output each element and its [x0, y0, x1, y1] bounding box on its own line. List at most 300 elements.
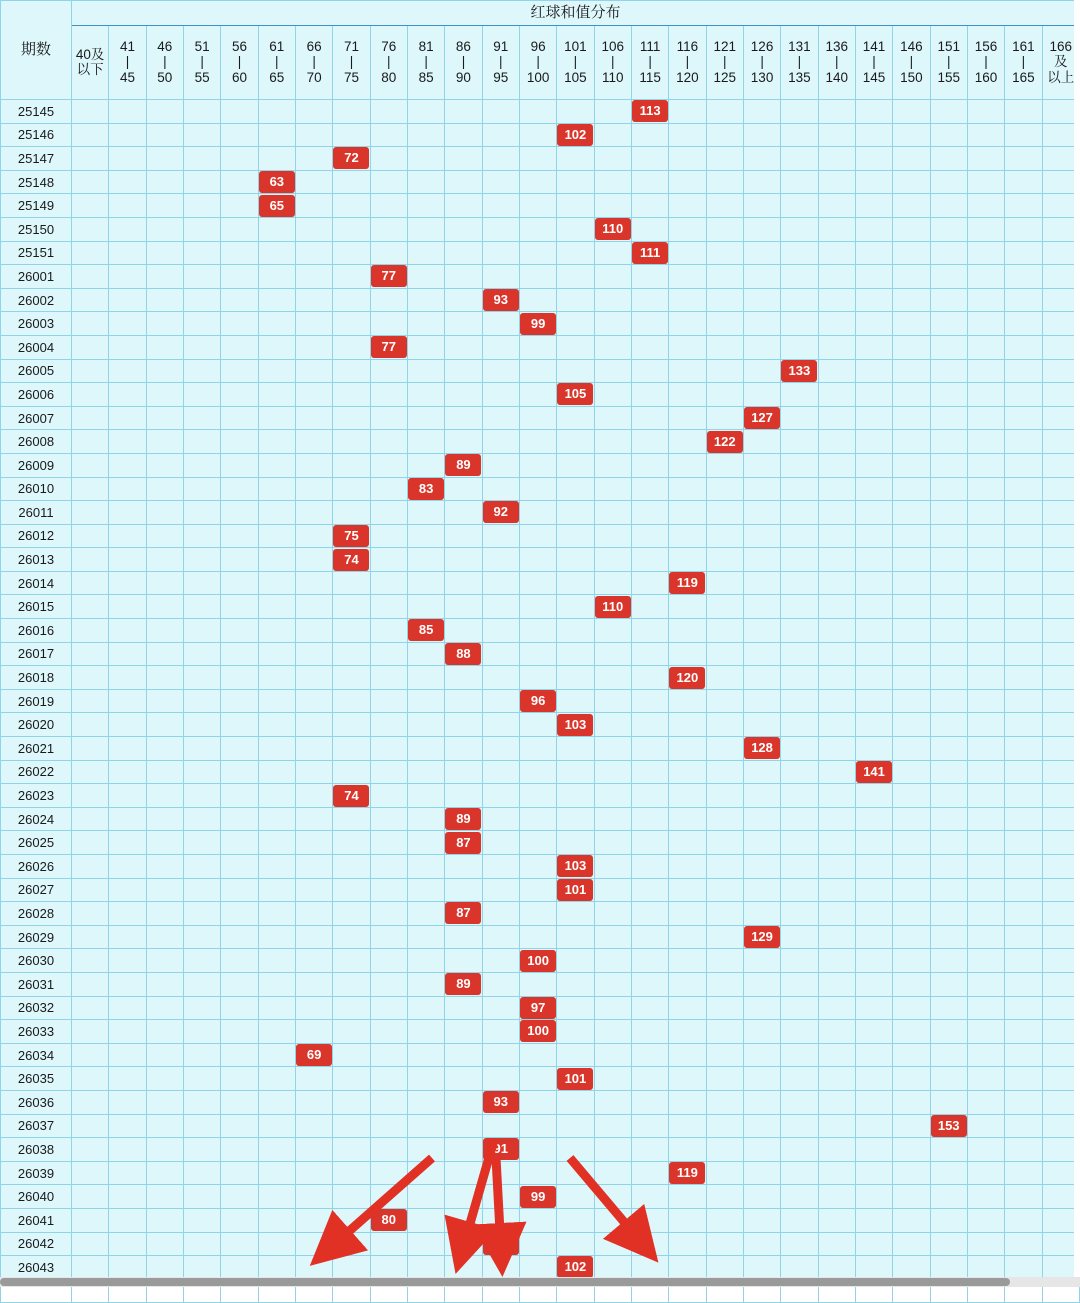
empty-cell	[258, 123, 295, 147]
sum-value-badge: 101	[558, 880, 592, 900]
empty-cell	[146, 335, 183, 359]
empty-cell	[855, 949, 892, 973]
empty-cell	[669, 925, 706, 949]
sum-value-badge: 102	[558, 1257, 592, 1277]
empty-cell	[109, 595, 146, 619]
empty-cell	[631, 359, 668, 383]
table-row[interactable]	[1, 241, 1080, 265]
empty-cell	[743, 807, 780, 831]
empty-cell	[930, 501, 967, 525]
empty-cell	[221, 217, 258, 241]
table-row[interactable]	[1, 359, 1080, 383]
empty-cell	[183, 972, 220, 996]
empty-cell	[1005, 571, 1042, 595]
table-row[interactable]	[1, 642, 1080, 666]
range-line: 151	[937, 39, 960, 55]
range-column-header-0	[72, 26, 109, 100]
range-line: 95	[493, 69, 509, 85]
empty-cell	[706, 642, 743, 666]
empty-cell	[109, 689, 146, 713]
empty-cell	[183, 1090, 220, 1114]
table-row[interactable]	[1, 453, 1080, 477]
empty-cell	[1005, 807, 1042, 831]
empty-cell	[557, 1208, 594, 1232]
scrollbar-thumb[interactable]	[0, 1278, 1010, 1286]
empty-cell	[482, 949, 519, 973]
empty-cell	[407, 359, 444, 383]
empty-cell	[445, 524, 482, 548]
empty-cell	[407, 147, 444, 171]
empty-cell	[893, 1114, 930, 1138]
empty-cell	[967, 666, 1004, 690]
empty-cell	[519, 595, 556, 619]
empty-cell	[482, 996, 519, 1020]
empty-cell	[743, 949, 780, 973]
sum-value-badge: 100	[521, 1021, 555, 1041]
empty-cell	[967, 1114, 1004, 1138]
empty-cell	[781, 831, 818, 855]
table-row[interactable]	[1, 1090, 1080, 1114]
empty-cell	[519, 524, 556, 548]
table-row[interactable]	[1, 335, 1080, 359]
empty-cell	[967, 359, 1004, 383]
empty-cell	[1005, 383, 1042, 407]
empty-cell	[743, 972, 780, 996]
empty-cell	[669, 1114, 706, 1138]
empty-cell	[930, 760, 967, 784]
empty-cell	[295, 1090, 332, 1114]
empty-cell	[1005, 501, 1042, 525]
issue-number: 25145	[1, 100, 72, 124]
empty-cell	[72, 170, 109, 194]
empty-cell	[855, 1090, 892, 1114]
empty-cell	[519, 501, 556, 525]
table-row[interactable]	[1, 784, 1080, 808]
empty-cell	[258, 1138, 295, 1162]
table-row[interactable]	[1, 1256, 1080, 1280]
empty-cell	[482, 855, 519, 879]
empty-cell	[706, 996, 743, 1020]
empty-cell	[743, 147, 780, 171]
empty-cell	[631, 170, 668, 194]
table-row[interactable]	[1, 807, 1080, 831]
empty-cell	[855, 1161, 892, 1185]
range-line: 125	[713, 69, 736, 85]
empty-cell	[407, 1043, 444, 1067]
table-row[interactable]	[1, 147, 1080, 171]
empty-cell	[519, 784, 556, 808]
table-row[interactable]	[1, 524, 1080, 548]
table-row[interactable]	[1, 548, 1080, 572]
table-row[interactable]	[1, 1020, 1080, 1044]
empty-cell	[706, 1208, 743, 1232]
empty-cell	[109, 949, 146, 973]
empty-cell	[893, 406, 930, 430]
empty-cell	[407, 1232, 444, 1256]
range-line: 100	[526, 69, 550, 85]
empty-cell	[743, 619, 780, 643]
empty-cell	[557, 288, 594, 312]
table-row[interactable]	[1, 902, 1080, 926]
table-row[interactable]	[1, 406, 1080, 430]
empty-cell	[1005, 170, 1042, 194]
empty-cell	[146, 1138, 183, 1162]
empty-cell	[594, 855, 631, 879]
table-row[interactable]	[1, 571, 1080, 595]
table-row[interactable]	[1, 619, 1080, 643]
empty-cell	[333, 1208, 370, 1232]
range-line: |	[685, 54, 690, 70]
empty-cell	[557, 925, 594, 949]
table-row[interactable]	[1, 925, 1080, 949]
empty-cell	[930, 571, 967, 595]
table-row[interactable]	[1, 1232, 1080, 1256]
empty-cell	[930, 1232, 967, 1256]
empty-cell	[445, 689, 482, 713]
empty-cell	[519, 430, 556, 454]
empty-cell	[109, 571, 146, 595]
empty-cell	[295, 524, 332, 548]
table-row[interactable]	[1, 666, 1080, 690]
empty-cell	[631, 831, 668, 855]
empty-cell	[706, 1232, 743, 1256]
empty-cell	[1005, 666, 1042, 690]
empty-cell	[706, 170, 743, 194]
empty-cell	[146, 1090, 183, 1114]
empty-cell	[893, 1256, 930, 1280]
empty-cell	[72, 784, 109, 808]
empty-cell	[146, 170, 183, 194]
empty-cell	[743, 642, 780, 666]
table-row[interactable]	[1, 170, 1080, 194]
range-line: 80	[381, 69, 397, 85]
empty-cell	[781, 477, 818, 501]
empty-cell	[445, 619, 482, 643]
empty-cell	[706, 265, 743, 289]
empty-cell	[781, 713, 818, 737]
empty-cell	[930, 312, 967, 336]
table-row[interactable]	[1, 1208, 1080, 1232]
empty-cell	[893, 713, 930, 737]
empty-cell	[557, 571, 594, 595]
empty-cell	[781, 1138, 818, 1162]
empty-cell	[855, 147, 892, 171]
table-row[interactable]	[1, 760, 1080, 784]
empty-cell	[893, 1067, 930, 1091]
empty-cell	[221, 1067, 258, 1091]
empty-cell	[333, 265, 370, 289]
empty-cell	[221, 996, 258, 1020]
table-row[interactable]	[1, 949, 1080, 973]
empty-cell	[893, 524, 930, 548]
empty-cell	[445, 925, 482, 949]
empty-cell	[183, 784, 220, 808]
empty-cell	[930, 1161, 967, 1185]
empty-cell	[743, 878, 780, 902]
empty-cell	[706, 760, 743, 784]
empty-cell	[183, 453, 220, 477]
issue-number: 26036	[1, 1090, 72, 1114]
range-column-header-13	[557, 26, 594, 100]
table-row[interactable]	[1, 288, 1080, 312]
empty-cell	[183, 123, 220, 147]
empty-cell	[407, 1090, 444, 1114]
table-row[interactable]	[1, 737, 1080, 761]
sum-value-badge: 87	[446, 903, 480, 923]
empty-cell	[221, 760, 258, 784]
empty-cell	[1005, 100, 1042, 124]
empty-cell	[631, 571, 668, 595]
empty-cell	[818, 1256, 855, 1280]
empty-cell	[818, 925, 855, 949]
empty-cell	[370, 170, 407, 194]
empty-cell	[706, 1067, 743, 1091]
empty-cell	[781, 1067, 818, 1091]
empty-cell	[557, 524, 594, 548]
table-row[interactable]	[1, 972, 1080, 996]
empty-cell	[370, 642, 407, 666]
empty-cell	[519, 1208, 556, 1232]
empty-cell	[967, 312, 1004, 336]
empty-cell	[930, 1185, 967, 1209]
empty-cell	[146, 784, 183, 808]
empty-cell	[221, 524, 258, 548]
table-row[interactable]	[1, 383, 1080, 407]
empty-cell	[855, 406, 892, 430]
range-line: 55	[194, 69, 210, 85]
empty-cell	[631, 878, 668, 902]
empty-cell	[258, 501, 295, 525]
table-row[interactable]	[1, 501, 1080, 525]
empty-cell	[445, 123, 482, 147]
sum-value-cell	[519, 1020, 556, 1044]
empty-cell	[743, 217, 780, 241]
table-row[interactable]	[1, 217, 1080, 241]
empty-cell	[333, 312, 370, 336]
issue-number: 26005	[1, 359, 72, 383]
table-row[interactable]	[1, 855, 1080, 879]
empty-cell	[221, 1090, 258, 1114]
table-row[interactable]	[1, 477, 1080, 501]
empty-cell	[519, 1114, 556, 1138]
empty-cell	[930, 784, 967, 808]
empty-cell	[893, 217, 930, 241]
table-row[interactable]	[1, 430, 1080, 454]
table-row[interactable]	[1, 595, 1080, 619]
empty-cell	[519, 194, 556, 218]
issue-number: 26040	[1, 1185, 72, 1209]
empty-cell	[183, 1067, 220, 1091]
empty-cell	[631, 288, 668, 312]
empty-cell	[519, 453, 556, 477]
empty-cell	[818, 383, 855, 407]
empty-cell	[818, 123, 855, 147]
table-row[interactable]	[1, 1185, 1080, 1209]
empty-cell	[333, 1090, 370, 1114]
sum-value-cell	[519, 312, 556, 336]
empty-cell	[221, 1161, 258, 1185]
empty-cell	[183, 1208, 220, 1232]
empty-cell	[557, 170, 594, 194]
sum-value-badge: 74	[334, 550, 368, 570]
empty-cell	[930, 1090, 967, 1114]
empty-cell	[445, 1090, 482, 1114]
empty-cell	[631, 1067, 668, 1091]
empty-cell	[519, 335, 556, 359]
empty-cell	[669, 619, 706, 643]
empty-cell	[221, 642, 258, 666]
empty-cell	[482, 1185, 519, 1209]
empty-cell	[519, 737, 556, 761]
issue-number: 26019	[1, 689, 72, 713]
empty-cell	[557, 831, 594, 855]
empty-cell	[146, 1208, 183, 1232]
empty-cell	[967, 194, 1004, 218]
empty-cell	[72, 359, 109, 383]
empty-cell	[1005, 595, 1042, 619]
empty-cell	[221, 501, 258, 525]
table-row[interactable]	[1, 878, 1080, 902]
empty-cell	[482, 689, 519, 713]
empty-cell	[183, 760, 220, 784]
empty-cell	[818, 170, 855, 194]
empty-cell	[967, 548, 1004, 572]
empty-cell	[743, 383, 780, 407]
table-row[interactable]	[1, 713, 1080, 737]
empty-cell	[669, 855, 706, 879]
empty-cell	[557, 548, 594, 572]
issue-number: 26012	[1, 524, 72, 548]
empty-cell	[109, 855, 146, 879]
table-row[interactable]	[1, 123, 1080, 147]
empty-cell	[1005, 1067, 1042, 1091]
empty-cell	[669, 689, 706, 713]
empty-cell	[743, 666, 780, 690]
horizontal-scrollbar[interactable]	[0, 1277, 1080, 1287]
range-line: 131	[788, 39, 811, 55]
empty-cell	[221, 453, 258, 477]
empty-cell	[407, 784, 444, 808]
table-row[interactable]	[1, 996, 1080, 1020]
empty-cell	[295, 949, 332, 973]
range-line: 56	[231, 39, 247, 55]
empty-cell	[557, 100, 594, 124]
empty-cell	[967, 406, 1004, 430]
empty-cell	[109, 1138, 146, 1162]
empty-cell	[519, 760, 556, 784]
empty-cell	[445, 241, 482, 265]
empty-cell	[72, 406, 109, 430]
empty-cell	[370, 1090, 407, 1114]
range-line: 130	[750, 69, 774, 85]
range-column-header-10	[445, 26, 482, 100]
empty-cell	[893, 430, 930, 454]
empty-cell	[482, 807, 519, 831]
empty-cell	[482, 642, 519, 666]
sum-value-badge: 72	[334, 148, 368, 168]
empty-cell	[407, 100, 444, 124]
table-row[interactable]	[1, 689, 1080, 713]
sum-value-badge: 111	[633, 243, 667, 263]
empty-cell	[258, 383, 295, 407]
issue-number: 25151	[1, 241, 72, 265]
range-line: 150	[900, 69, 923, 85]
empty-cell	[445, 147, 482, 171]
table-row[interactable]	[1, 312, 1080, 336]
empty-cell	[1005, 689, 1042, 713]
empty-cell	[258, 1020, 295, 1044]
table-row[interactable]	[1, 1161, 1080, 1185]
empty-cell	[781, 217, 818, 241]
table-row[interactable]	[1, 831, 1080, 855]
empty-cell	[743, 760, 780, 784]
issue-number: 26021	[1, 737, 72, 761]
table-row[interactable]	[1, 1067, 1080, 1091]
empty-cell	[594, 524, 631, 548]
empty-cell	[183, 807, 220, 831]
empty-cell	[295, 1067, 332, 1091]
empty-cell	[930, 619, 967, 643]
table-row[interactable]	[1, 265, 1080, 289]
empty-cell	[855, 784, 892, 808]
empty-cell	[818, 1138, 855, 1162]
empty-cell	[967, 689, 1004, 713]
empty-cell	[109, 925, 146, 949]
empty-cell	[295, 902, 332, 926]
empty-cell	[743, 1232, 780, 1256]
empty-cell	[818, 501, 855, 525]
table-row[interactable]	[1, 1043, 1080, 1067]
empty-cell	[519, 878, 556, 902]
table-row[interactable]	[1, 1138, 1080, 1162]
empty-cell	[930, 689, 967, 713]
table-row[interactable]	[1, 1114, 1080, 1138]
empty-cell	[519, 831, 556, 855]
empty-cell	[221, 1256, 258, 1280]
empty-cell	[1005, 996, 1042, 1020]
empty-cell	[370, 359, 407, 383]
empty-cell	[743, 123, 780, 147]
empty-cell	[893, 288, 930, 312]
sum-value-cell	[930, 1114, 967, 1138]
empty-cell	[594, 1020, 631, 1044]
empty-cell	[482, 241, 519, 265]
empty-cell	[743, 501, 780, 525]
table-row[interactable]	[1, 194, 1080, 218]
empty-cell	[818, 996, 855, 1020]
empty-cell	[221, 666, 258, 690]
sum-value-cell	[557, 878, 594, 902]
empty-cell	[445, 878, 482, 902]
empty-cell	[930, 925, 967, 949]
empty-cell	[706, 406, 743, 430]
empty-cell	[407, 123, 444, 147]
range-line: 120	[676, 69, 699, 85]
range-column-header-8	[370, 26, 407, 100]
empty-cell	[1005, 949, 1042, 973]
sum-value-cell	[519, 996, 556, 1020]
table-row[interactable]	[1, 100, 1080, 124]
empty-cell	[183, 217, 220, 241]
empty-cell	[183, 713, 220, 737]
empty-cell	[743, 713, 780, 737]
empty-cell	[930, 1208, 967, 1232]
empty-cell	[370, 972, 407, 996]
empty-cell	[333, 737, 370, 761]
empty-cell	[743, 689, 780, 713]
empty-cell	[855, 925, 892, 949]
sum-value-badge: 105	[558, 384, 592, 404]
